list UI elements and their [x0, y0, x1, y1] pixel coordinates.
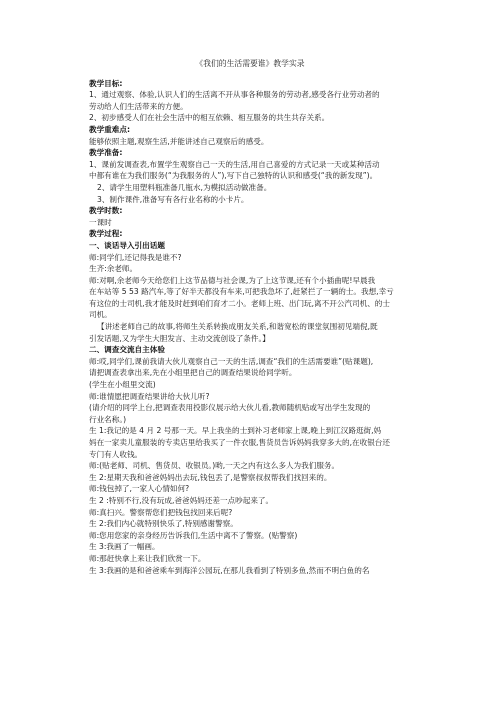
text-line: 师:您用您家的亲身经历告诉我们,生活中离不了警察。(贴警察): [89, 530, 298, 540]
text-line: 师:(贴老师、司机、售货员、收银员。)哟,一天之内有这么多人为我们服务。: [89, 461, 340, 471]
text-line: 1、通过观察、体验,认识人们的生活离不开从事各种服务的劳动者,感受各行业劳动者的: [89, 90, 380, 100]
document-title: 《我们的生活需要谁》教学实录: [195, 59, 305, 68]
section-heading: 教学准备:: [89, 148, 123, 158]
text-line: (学生在小组里交流): [89, 380, 156, 390]
text-line: 师:钱包掉了,一家人心情如何?: [89, 484, 190, 494]
text-line: 请把调查表拿出来,先在小组里把自己的调查结果说给同学听。: [89, 368, 297, 378]
text-line: 师:对啊,余老师今天给您们上这节品德与社会课,为了上这节课,还有个小插曲呢!早晨我: [89, 275, 376, 285]
text-line: 师:那赶快拿上来让我们欣赏一下。: [89, 553, 206, 563]
text-line: 在车站等 5 53 路汽车,等了好半天都没有车来,可把我急坏了,赶紧拦了一辆的士。我想,幸亏: [89, 287, 394, 297]
document-body: [89, 0, 411, 576]
text-line: 能够依照主题,观察生活,并能讲述自己观察后的感受。: [89, 136, 269, 146]
text-line: 2、请学生用塑料瓶准备几瓶水,为模拟活动做准备。: [97, 182, 272, 192]
section-heading: 教学重难点:: [89, 124, 131, 134]
text-line: 生 2:我们内心就特别快乐了,特别感谢警察。: [89, 519, 238, 529]
text-line: 一课时: [89, 217, 112, 227]
text-line: (请介绍的同学上台,把调查表用投影仪展示给大伙儿看,教师随机贴或写出学生发现的: [89, 403, 371, 413]
text-line: 引发话题,又为学生大胆发言、主动交流创设了条件。】: [89, 333, 270, 343]
text-line: 2、初步感受人们在社会生活中的相互依赖、相互服务的共生共存关系。: [89, 113, 330, 123]
document-text: [89, 78, 411, 577]
text-line: 行业名称。): [89, 414, 127, 424]
text-line: 生 2 :特别不行,没有玩成,爸爸妈妈还差一点吵起来了。: [89, 495, 274, 505]
section-heading: 教学时数:: [89, 206, 123, 216]
section-heading: 一、谈话导入引出话题: [89, 240, 165, 250]
text-line: 生 3:我画的是和爸爸乘车到海洋公园玩,在那儿我看到了特别多鱼,然而不明白鱼的名: [89, 565, 370, 575]
text-line: 师:同学们,还记得我是谁不?: [89, 252, 182, 262]
section-heading: 教学过程:: [89, 229, 123, 239]
text-line: 生齐:余老师。: [89, 264, 138, 274]
text-line: 生 2:星期天我和爸爸妈妈出去玩,钱包丢了,是警察叔叔帮我们找回来的。: [89, 472, 332, 482]
text-line: 司机。: [89, 310, 112, 320]
text-line: 生 1:我记的是 4 月 2 号那一天。早上我坐的士到补习老师家上课,晚上到江汉路逛街,妈: [89, 426, 382, 436]
text-line: 专门有人收钱。: [89, 449, 143, 459]
text-line: 生 3:我画了一幅画。: [89, 542, 160, 552]
text-line: 1、课前发调查表,布置学生观察自己一天的生活,用自己喜爱的方式记录一天或某种活动: [89, 159, 380, 169]
text-line: 师:哎,同学们,课前我请大伙儿观察自己一天的生活,调查“我们的生活需要谁”(贴课题),: [89, 356, 374, 366]
text-line: 劳动给人们生活带来的方便。: [89, 101, 188, 111]
text-line: 师:谁情愿把调查结果讲给大伙儿听?: [89, 391, 210, 401]
section-heading: 教学目标:: [89, 78, 123, 88]
text-line: 【讲述老师自己的故事,将师生关系转换成朋友关系,和谐宽松的课堂氛围初见端倪,既: [97, 322, 378, 332]
text-line: 中都有谁在为我们服务(“为我服务的人”),写下自己独特的认识和感受(“我的新发现”)。: [89, 171, 378, 181]
text-line: 3、制作课件,准备写有各行业名称的小卡片。: [97, 194, 249, 204]
section-heading: 二、调查交流自主体验: [89, 345, 165, 355]
text-line: 师:真扫兴。警察帮您们把钱包找回来后呢?: [89, 507, 233, 517]
text-line: 妈在一家卖儿童服装的专卖店里给我买了一件衣服,售货员告诉妈妈我穿多大的,在收银台还: [89, 438, 390, 447]
text-line: 有这位的士司机,我才能及时赶到咱们育才二小。老师上班、出门玩,离不开公汽司机、的士: [89, 298, 390, 308]
